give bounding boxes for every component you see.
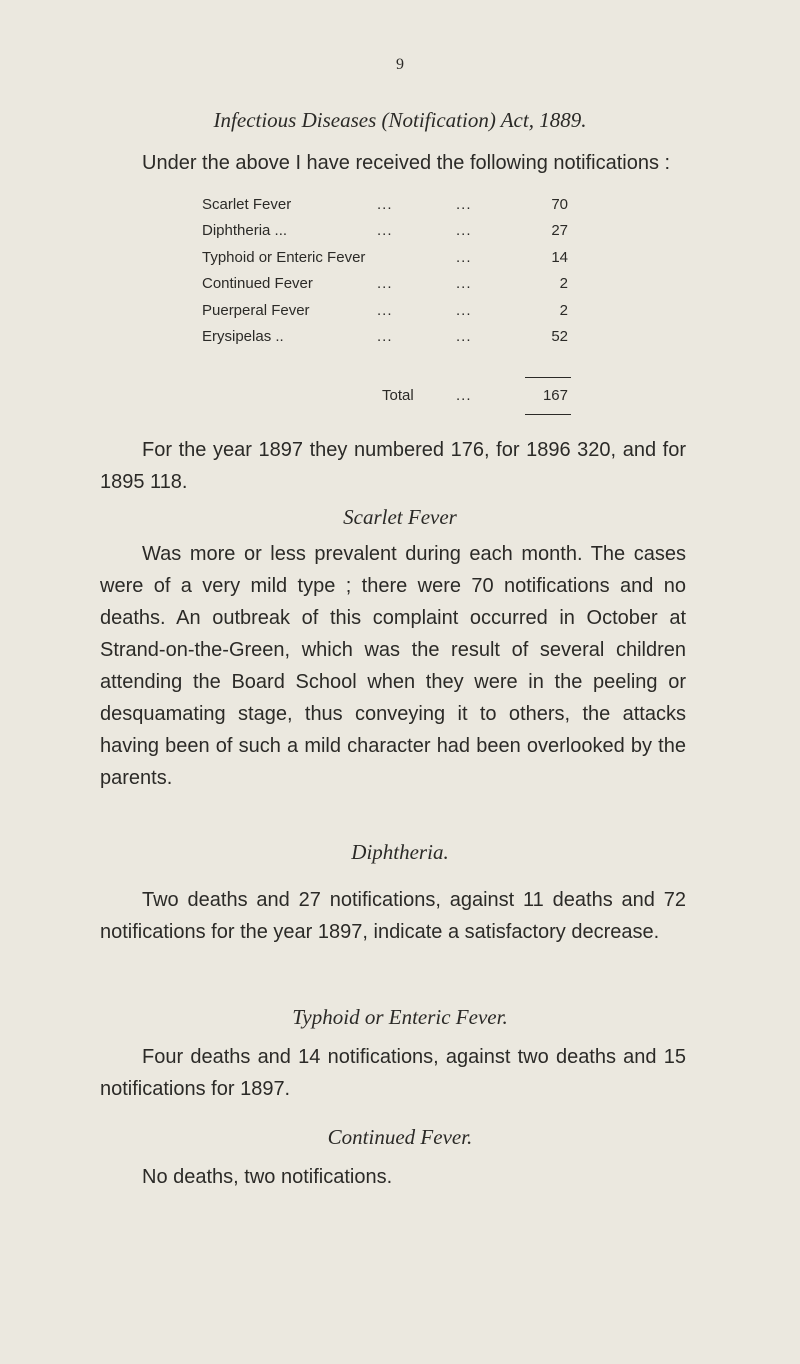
table-row (202, 245, 582, 271)
table-row (202, 324, 582, 350)
sum-rule-bottom (525, 414, 571, 415)
page-number: 9 (396, 56, 404, 73)
leader-dots: ... (456, 196, 472, 213)
leader-dots: ... (377, 327, 393, 345)
leader-dots: ... (456, 301, 472, 319)
disease-label: Typhoid or Enteric Fever (202, 248, 366, 266)
leader-dots: ... (456, 275, 472, 293)
section-heading: Continued Fever. (327, 1125, 473, 1149)
disease-label: Scarlet Fever (202, 196, 292, 213)
section-heading: Diphtheria. (351, 840, 449, 864)
previous-years-paragraph: For the year 1897 they numbered 176, for 1896 320, and for 1895 118. (100, 439, 686, 493)
disease-label: Diphtheria ... (202, 222, 288, 240)
leader-dots: ... (456, 248, 472, 266)
leader-dots: ... (377, 196, 393, 213)
notification-count: 27 (551, 222, 568, 240)
notification-count: 52 (551, 327, 568, 345)
section-heading: Typhoid or Enteric Fever. (292, 1005, 508, 1029)
leader-dots: ... (377, 222, 393, 240)
notification-count: 2 (559, 301, 568, 319)
leader-dots: ... (377, 275, 393, 293)
notification-count: 14 (551, 248, 568, 266)
section-text: No deaths, two notifications. (142, 1166, 393, 1188)
leader-dots: ... (456, 387, 472, 404)
notification-count: 2 (559, 275, 568, 293)
section-heading: Scarlet Fever (343, 505, 457, 529)
disease-label: Continued Fever (202, 275, 313, 293)
table-row (202, 218, 582, 244)
total-count: 167 (542, 387, 568, 404)
leader-dots: ... (456, 222, 472, 240)
disease-label: Puerperal Fever (202, 301, 310, 319)
sum-rule-top (525, 377, 571, 378)
table-row (202, 192, 582, 218)
table-row (202, 271, 582, 297)
table-row (202, 298, 582, 324)
total-label: Total (382, 387, 414, 404)
total-row (202, 383, 582, 409)
intro-paragraph: Under the above I have received the following notifications : (142, 152, 671, 174)
section-text: Was more or less prevalent during each month. The cases were of a very mild type ; there were 70 notifications and no deaths. An outbreak of this complaint occurred in October at Strand-on-the-Green, which was the result of several children attending the Board School when they were in the peeling or desquamating stage, thus conveying it to others, the attacks having been of such a mild character had been overlooked by the parents. (100, 543, 686, 789)
leader-dots: ... (456, 327, 472, 345)
notifications-table (202, 192, 582, 404)
disease-label: Erysipelas .. (202, 327, 284, 345)
section-text: Two deaths and 27 notifications, against 11 deaths and 72 notifications for the year 1897, indicate a satisfactory decrease. (100, 889, 686, 943)
notification-count: 70 (551, 196, 568, 213)
page-title: Infectious Diseases (Notification) Act, 1889. (213, 108, 587, 132)
leader-dots: ... (377, 301, 393, 319)
section-text: Four deaths and 14 notifications, against two deaths and 15 notifications for 1897. (100, 1046, 686, 1100)
